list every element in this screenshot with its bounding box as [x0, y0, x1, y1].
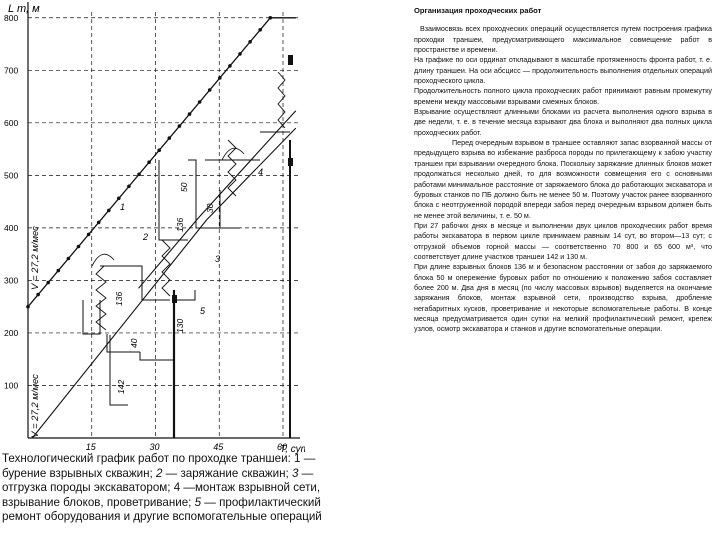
drilling-marker [188, 112, 192, 116]
article-paragraph: При 27 рабочих днях в месяце и выполнении двух циклов проходческих работ время работы экскаватора в первом цикле принимаем равным 14 сут, во втором—13 сут; с отгрузкой объемов горной массы — соответственно 70 800 и 65 600 м³, что соответствует длине участков траншеи 142 и 130 м. [414, 221, 712, 261]
drilling-marker [218, 76, 222, 80]
drilling-marker [36, 293, 40, 297]
drilling-marker [147, 160, 151, 164]
drilling-marker [107, 209, 111, 213]
y-axis-label: L т, м [8, 3, 40, 15]
trench-schedule-chart [0, 0, 305, 455]
y-tick-label: 100 [4, 380, 19, 391]
x-tick-label: 45 [213, 442, 224, 452]
chart-axes [28, 2, 300, 438]
article-paragraph: Продолжительность полного цикла проходческих работ принимают равным промежутку времени между массовыми взрывами смежных блоков. [414, 87, 712, 106]
drilling-marker [117, 197, 121, 201]
dimension-40: 40 [129, 338, 139, 348]
dimension-50: 50 [179, 182, 189, 192]
curve-label-1: 1 [120, 202, 126, 212]
caption-number-2: 2 [155, 466, 163, 480]
y-tick-label: 200 [4, 327, 19, 338]
chart-grid [28, 12, 300, 438]
drilling-marker [228, 64, 232, 68]
y-tick-label: 600 [4, 117, 19, 128]
curve-label-2: 2 [143, 232, 149, 242]
cycle-line-4 [140, 352, 174, 360]
y-tick-label: 300 [4, 275, 19, 286]
drilling-marker [57, 269, 61, 273]
drilling-marker [157, 148, 161, 152]
y-tick-label: 400 [4, 222, 19, 233]
caption-part-1: Технологический график работ по проходке траншеи: 1 — бурение взрывных скважин; [2, 452, 316, 480]
drilling-marker [238, 52, 242, 56]
dimension-130: 130 [175, 318, 185, 333]
article-text [414, 6, 712, 335]
drilling-marker [208, 88, 212, 92]
dimension-136-lower: 136 [114, 291, 124, 306]
curve-label-4: 4 [258, 167, 264, 177]
repair-marker-2 [288, 158, 293, 166]
rate-label-upper: V = 27,2 м/мес [30, 226, 41, 290]
drilling-marker [46, 281, 50, 285]
series-line-1 [28, 18, 296, 307]
caption-part-4: — профилактический ремонт оборудования и другие вспомогательные операций [2, 495, 322, 524]
article-paragraph: При длине взрывных блоков 136 м и безопасном расстоянии от забоя до заряжаемого блока 50 м опережение буровых работ по отношению к положению забоя составляет более 200 м. Два дня в месяц (по числу массовых взрывов) выделяется на окончание заряжания блоков, монтаж взрывной сети, производство взрыва, дробление негабаритных кусков, проветривание и некоторые вспомогательные работы. В конце месяца предусматривается один сутки на мелкий профилактический ремонт, крепеж узлов, осмотр экскаватора и станков и другие вспомогательные операции. [414, 263, 712, 334]
blast-arc-1 [92, 254, 114, 266]
drilling-marker [26, 305, 30, 309]
article-paragraph: Взрывание осуществляют длинными блоками из расчета выполнения одного взрыва в две недели, т. е. в течение месяца взрывают два блока и выполняют два полных цикла проходческих работ. [414, 108, 712, 137]
drilling-marker [67, 257, 71, 261]
y-tick-label: 700 [4, 65, 19, 76]
blast-zigzag-4 [278, 72, 285, 128]
figure-caption [2, 452, 332, 525]
x-axis-label: T, су [280, 444, 301, 455]
drilling-marker [168, 136, 172, 140]
drilling-marker [127, 185, 131, 189]
article-paragraph: Перед очередным взрывом в траншее оставляют запас взорванной массы от предыдущего взрыва во избежание разброса породы по прилегающему к забою участку траншеи при взрывании очередного блока. Поскольку заряжание длинных блоков может продолжаться несколько дней, то для возможности совмещения его с основными работами минимальное расстояние от заряжаемого блока до работающих экскаватора и буровых станков по ПБ должно быть не менее 50 м. Поэтому участок ранее взорванного блока с неотгруженной породой впереди забоя перед очередным взрывом должен быть не менее этой величины, т. е. 50 м. [414, 139, 712, 220]
caption-number-5: 5 [194, 495, 202, 509]
cycle-line-10 [174, 290, 195, 300]
article-paragraph: Взаимосвязь всех проходческих операций осуществляется путем построения графика проходки траншеи, предусматривающего максимальное совмещение работ в пространстве и времени. [414, 25, 712, 55]
x-tick-label: 15 [85, 442, 96, 452]
drilling-marker [178, 124, 182, 128]
chart-series [26, 16, 296, 438]
drilling-marker [137, 173, 141, 177]
y-tick-label: 800 [4, 12, 19, 23]
dimension-30: 30 [205, 203, 215, 213]
curve-label-3: 3 [215, 254, 221, 264]
blast-zigzag-1 [96, 266, 106, 330]
rate-label-lower: V = 27,2 м/мес [30, 374, 41, 438]
drilling-marker [97, 221, 101, 225]
cycle-line-2 [100, 266, 170, 300]
x-tick-label: 60 [277, 442, 288, 452]
series-line-3 [32, 128, 296, 438]
caption-part-3: — отгрузка породы экскаватором; 4 —монтаж взрывной сети, взрывание блоков, проветривание; [2, 466, 321, 509]
drilling-marker [77, 245, 81, 249]
repair-marker-3 [288, 55, 293, 65]
drilling-marker [87, 233, 91, 237]
article-title: Организация проходческих работ [414, 6, 542, 15]
drilling-marker [258, 28, 262, 32]
curve-label-5: 5 [200, 306, 206, 316]
dimension-136-upper: 136 [175, 217, 185, 232]
drilling-marker [248, 40, 252, 44]
drilling-marker [269, 16, 273, 20]
trench-schedule-figure [0, 0, 305, 455]
drilling-marker [198, 100, 202, 104]
caption-part-2: — заряжание скважин; [162, 466, 292, 480]
dimension-142: 142 [116, 379, 126, 394]
blast-arc-2 [222, 148, 244, 160]
caption-number-3: 3 [292, 466, 299, 480]
repair-marker-1 [172, 295, 177, 303]
x-tick-label: 30 [149, 442, 160, 452]
article-paragraph: На графике по оси ординат откладывают в масштабе протяженность фронта работ, т. е. длину траншеи. На оси абсцисс — продолжительность выполнения отдельных операций проходческого цикла. [414, 56, 712, 86]
y-tick-label: 500 [4, 170, 19, 181]
